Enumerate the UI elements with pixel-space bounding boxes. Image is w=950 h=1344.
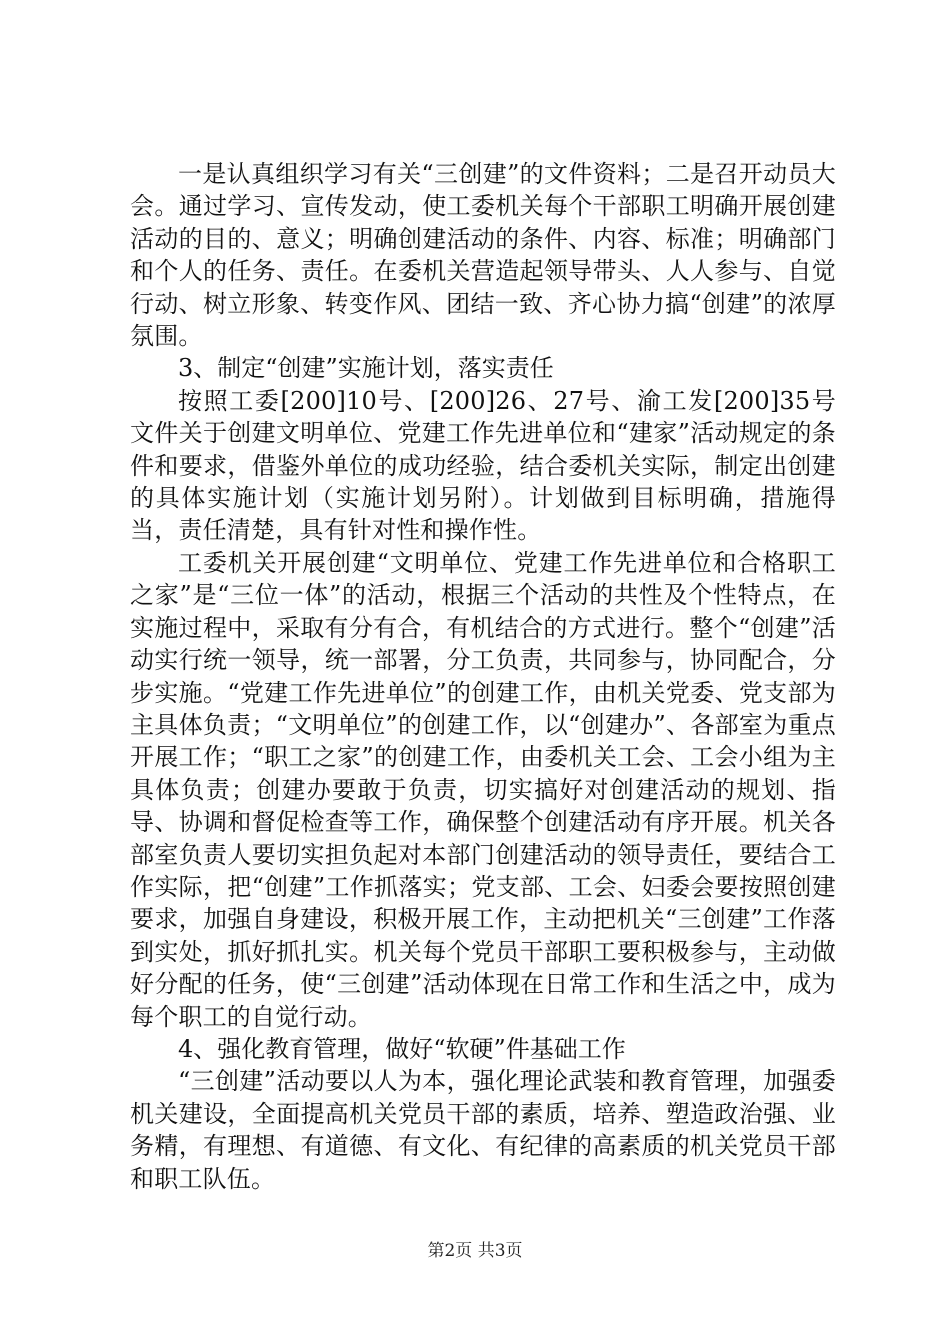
section-heading-4: 4、强化教育管理，做好“软硬”件基础工作 <box>178 1034 626 1063</box>
section-heading-3: 3、制定“创建”实施计划，落实责任 <box>178 354 554 383</box>
paragraph-three-in-one: 工委机关开展创建“文明单位、党建工作先进单位和合格职工之家”是“三位一体”的活动，根据三个活动的共性及个性特点，在实施过程中，采取有分有合，有机结合的方式进行。整个“创建”活动实行统一领导，统一部署，分工负责，共同参与，协同配合，分步实施。“党建工作先进单位”的创建工作，由机关党委、党支部为主具体负责；“文明单位”的创建工作，以“创建办”、各部室为重点开展工作；“职工之家”的创建工作，由委机关工会、工会小组为主具体负责；创建办要敢于负责，切实搞好对创建活动的规划、指导、协调和督促检查等工作，确保整个创建活动有序开展。机关各部室负责人要切实担负起对本部门创建活动的领导责任，要结合工作实际，把“创建”工作抓落实；党支部、工会、妇委会要按照创建要求，加强自身建设，积极开展工作，主动把机关“三创建”工作落到实处，抓好抓扎实。机关每个党员干部职工要积极参与，主动做好分配的任务，使“三创建”活动体现在日常工作和生活之中，成为每个职工的自觉行动。 <box>130 548 836 1031</box>
paragraph-implementation-plan: 按照工委[200]10号、[200]26、27号、渝工发[200]35号文件关于创建文明单位、党建工作先进单位和“建家”活动规定的条件和要求，借鉴外单位的成功经验，结合委机关实际，制定出创建的具体实施计划（实施计划另附）。计划做到目标明确，措施得当，责任清楚，具有针对性和操作性。 <box>130 386 836 545</box>
paragraph-study-mobilization: 一是认真组织学习有关“三创建”的文件资料；二是召开动员大会。通过学习、宣传发动，使工委机关每个干部职工明确开展创建活动的目的、意义；明确创建活动的条件、内容、标准；明确部门和个人的任务、责任。在委机关营造起领导带头、人人参与、自觉行动、树立形象、转变作风、团结一致、齐心协力搞“创建”的浓厚氛围。 <box>130 160 836 351</box>
page-number-footer: 第2页 共3页 <box>427 1241 523 1261</box>
paragraph-education-management: “三创建”活动要以人为本，强化理论武装和教育管理，加强委机关建设，全面提高机关党员干部的素质，培养、塑造政治强、业务精，有理想、有道德、有文化、有纪律的高素质的机关党员干部和职工队伍。 <box>130 1067 836 1193</box>
document-body <box>130 158 836 1195</box>
